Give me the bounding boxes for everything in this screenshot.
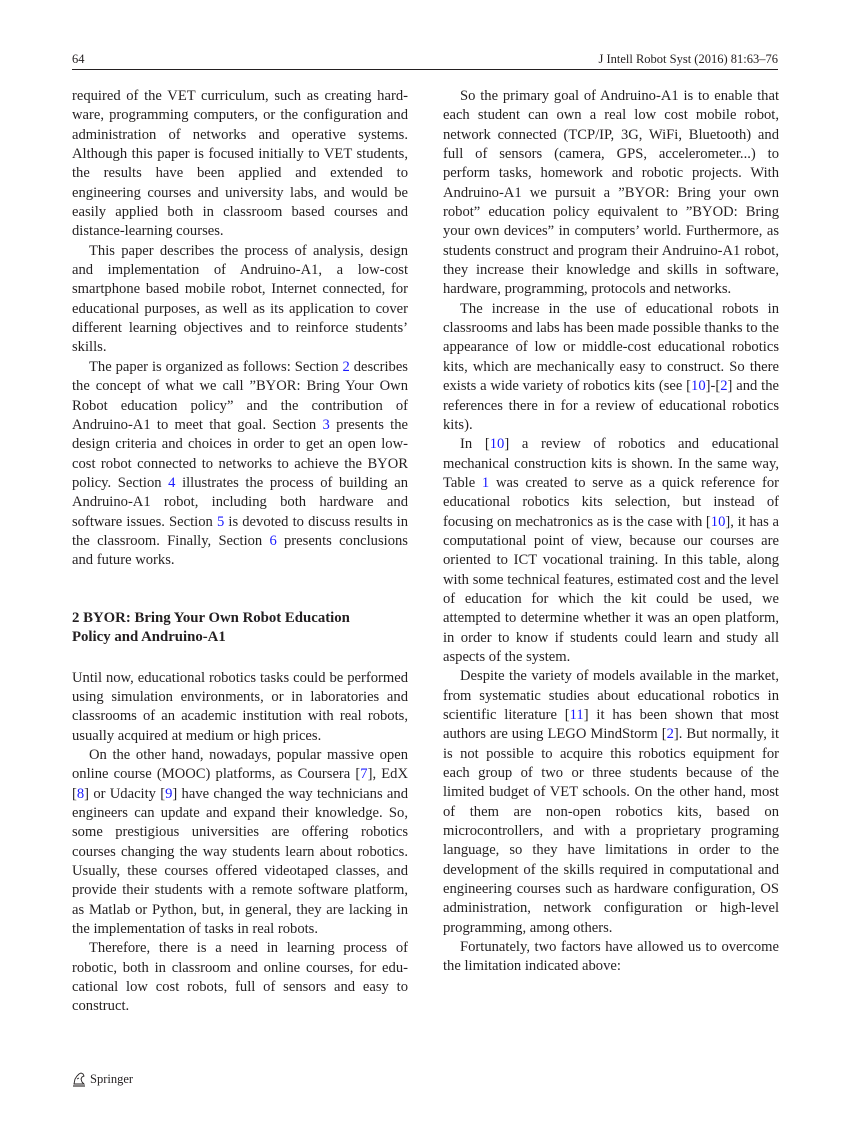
citation-link[interactable]: 11 xyxy=(569,707,584,723)
left-column xyxy=(72,87,408,1017)
text-run: On the other hand, nowadays, popular massive open online course (MOOC) platforms, as Coursera [ xyxy=(72,746,408,783)
section-heading-line: 2 BYOR: Bring Your Own Robot Education xyxy=(72,609,350,626)
text-run: was created to serve as a quick reference for educational robotics kits selection, but instead of focusing on mechatronics as is the case with [ xyxy=(443,474,779,530)
text-run: ] have changed the way technicians and engineers can update and expand their knowledge. So, some prestigious universities are offering robotics courses changing the way students learn about robotics. Usually, these courses offered videotaped classes, and provide their students with a remote software platform, as Matlab or Python, but, in general, they are lacking in the implementation of tasks in real robots. xyxy=(72,785,408,938)
publisher-name: Springer xyxy=(90,1072,134,1086)
paragraph xyxy=(443,300,779,435)
section-heading-line: Policy and Andruino-A1 xyxy=(72,629,226,646)
section-link[interactable]: 3 xyxy=(322,416,330,433)
page-number: 64 xyxy=(72,52,85,66)
text-run: The paper is organized as follows: Section xyxy=(89,358,343,375)
text-run: illustrates the process of building an Andruino-A1 robot, including both hardware and software issues. Section xyxy=(72,474,409,530)
text-run: describes the concept of what we call ”BYOR: Bring Your Own Robot education policy” and the contribution of Andruino-A1 to meet that goal. Section xyxy=(72,358,408,433)
journal-citation: J Intell Robot Syst (2016) 81:63–76 xyxy=(598,52,778,66)
section-heading xyxy=(72,609,408,648)
paragraph xyxy=(443,667,779,938)
citation-link[interactable]: 10 xyxy=(489,436,505,453)
text-run: presents conclusions and future works. xyxy=(72,532,408,569)
text-run: ]. But normally, it is not possible to acquire this robotics equipment for each group of two or three students because of the limited budget of VET schools. On the other hand, most of them are non-open robotics kits, based on microcontrollers, and with a proprietary programing language, so they have limitations in order to the development of the skills required in computational and engineering courses such as hardware configuration, OS administration, network configuration or high-level programming, among others. xyxy=(443,726,779,936)
text-run: ]-[ xyxy=(705,378,721,395)
citation-link[interactable]: 9 xyxy=(165,785,173,802)
paragraph: Therefore, there is a need in learning process of robotic, both in classroom and online courses, for educational low cost robots, full of sensors and easy to construct. xyxy=(72,940,408,1015)
section-link[interactable]: 4 xyxy=(168,474,176,491)
section-link[interactable]: 2 xyxy=(342,358,350,375)
citation-link[interactable]: 10 xyxy=(710,513,726,530)
springer-horse-icon xyxy=(72,1072,86,1087)
text-run: ] it has been shown that most authors are using LEGO MindStorm [ xyxy=(443,707,779,743)
right-column xyxy=(443,87,779,977)
text-run: ] and the references there in for a review of educational robotics kits). xyxy=(443,378,779,433)
section-link[interactable]: 5 xyxy=(216,513,225,530)
text-run: ], it has a computational point of view, because our courses are oriented to ICT vocational training. In this table, along with some technical features, estimated cost and the level of education for which the kit could be used, we attempted to determine whether it was an open platform, in order to know if students could learn and study all aspects of the system. xyxy=(443,513,779,665)
citation-link[interactable]: 2 xyxy=(666,726,674,743)
citation-link[interactable]: 7 xyxy=(360,766,368,783)
paragraph xyxy=(72,358,408,571)
paragraph: Until now, educational robotics tasks could be performed using simulation environments, or in laboratories and classrooms of an academic institution with real robots, usually acquired at medium or high prices. xyxy=(72,669,408,744)
text-run: The increase in the use of educational robots in classrooms and labs has been made possible thanks to the appearance of low or middle-cost educational robotics kits, which are mechanically easy to construct. So there exists a wide variety of robotics kits (see [ xyxy=(443,300,779,395)
paragraph xyxy=(72,746,408,939)
paragraph: required of the VET curriculum, such as creating hardware, programming computers, or the configuration and administration of networks and operative systems. Although this paper is focused initially to VET students, the results have been applied and extended to engineering courses and university labs, and would be easily applied both in classroom based courses and distance-learning courses. xyxy=(72,88,408,240)
publisher-footer xyxy=(72,1070,133,1088)
citation-link[interactable]: 8 xyxy=(76,785,85,802)
paragraph: Fortunately, two factors have allowed us to overcome the limitation indicated above: xyxy=(443,939,779,975)
text-run: presents the design criteria and choices in order to get an open low-cost robot connected to networks to achieve the BYOR policy. Section xyxy=(72,416,408,491)
paragraph: This paper describes the process of analysis, design and implementation of Andruino-A1, a low-cost smartphone based mobile robot, Internet connected, for educational purposes, as well as its application to cover different learning objectives and to reinforce students’ skills. xyxy=(72,242,408,356)
running-head xyxy=(72,50,778,70)
citation-link[interactable]: 2 xyxy=(720,378,728,395)
table-link[interactable]: 1 xyxy=(481,474,490,491)
paragraph: So the primary goal of Andruino-A1 is to enable that each student can own a real low cost mobile robot, network connected (TCP/IP, 3G, WiFi, Bluetooth) and full of sensors (camera, GPS, accelerometer...) to perform tasks, homework and robotic projects. With Andruino-A1 we pursuit a ”BYOR: Bring your own robot” education policy equivalent to ”BYOD: Bring your own devices” in computers’ world. Furthermore, as students construct and program their Andruino-A1 robot, they increase their knowledge and skills in software, hardware, programming, protocols and networks. xyxy=(443,88,779,298)
header-rule xyxy=(72,69,778,70)
text-run: ] or Udacity [ xyxy=(84,785,166,802)
text-run: is devoted to discuss results in the classroom. Finally, Section xyxy=(72,513,408,549)
paragraph xyxy=(443,435,779,667)
text-run: Despite the variety of models available in the market, from systematic studies about educational robotics in scientific literature [ xyxy=(443,668,779,723)
section-link[interactable]: 6 xyxy=(269,532,277,549)
citation-link[interactable]: 10 xyxy=(691,378,706,395)
text-run: ] a review of robotics and educational mechanical construction kits is shown. In the same way, Table xyxy=(443,436,779,491)
text-run: In [ xyxy=(460,436,490,453)
text-run: ], EdX [ xyxy=(72,766,408,802)
